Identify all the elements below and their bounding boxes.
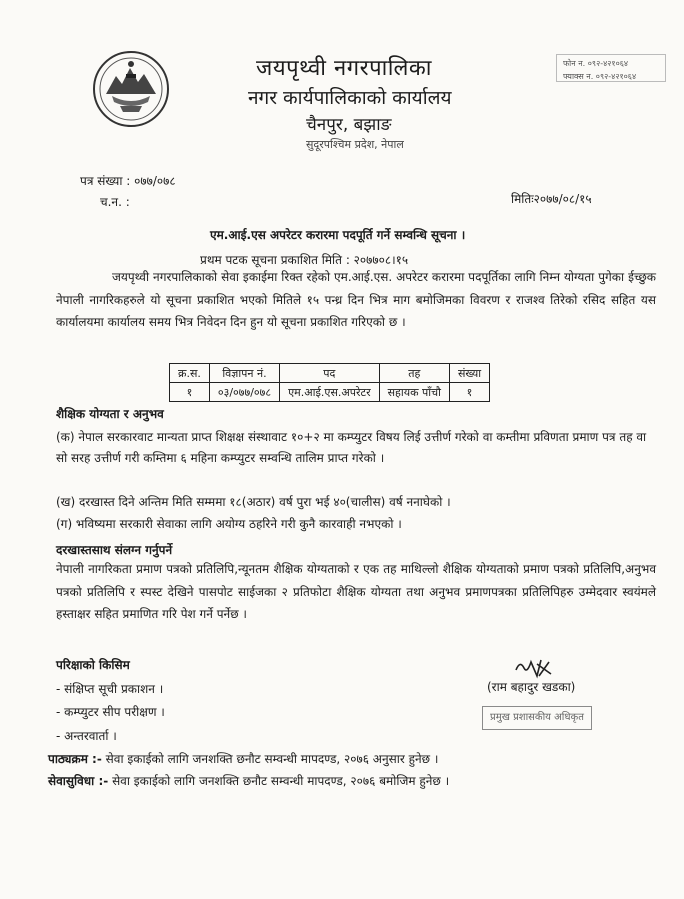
intro-paragraph: जयपृथ्वी नगरपालिकाको सेवा इकाईमा रिक्त रहेको एम.आई.एस. अपरेटर करारमा पदपूर्तिका लागि निम्न योग्यता पुगेका ईच्छुक नेपाली नागरिकहरुले यो सूचना प्रकाशित भएको मितिले १५ पन्ध्र दिन भित्र माग बमोजिमका विवरण र राजश्व तिरेको रसिद सहित यस कार्यालयमा कार्यालय समय भित्र निवेदन दिन हुन यो सूचना प्रकाशित गरिएको छ । [56, 270, 656, 329]
org-name: जयपृथ्वी नगरपालिका [256, 56, 432, 81]
col-header: विज्ञापन नं. [209, 364, 279, 383]
notice-subject: एम.आई.एस अपरेटर करारमा पदपूर्ति गर्ने सम्वन्धि सूचना । [210, 228, 466, 242]
letter-date: मितिः२०७७/०८/१५ [511, 192, 592, 206]
table-header-row [170, 364, 490, 383]
qualification-item: (क) नेपाल सरकारवाट मान्यता प्राप्त शिक्षक्ष संस्थावाट १०+२ मा कम्प्युटर विषय लिई उत्तीर्ण गरेको वा कम्तीमा प्रविणता प्रमाण पत्र तह वा सो सरह उत्तीर्ण गरी कम्तिमा ६ महिना कम्प्युटर सम्वन्धि तालिम प्राप्त गरेको । [56, 430, 647, 465]
facility-text: सेवा इकाईको लागि जनशक्ति छनौट सम्वन्धी मापदण्ड, २०७६ बमोजिम हुनेछ । [112, 774, 450, 788]
exam-item: - अन्तरवार्ता । [56, 729, 117, 743]
publish-date: प्रथम पटक सूचना प्रकाशित मिति : २०७७०८।१५ [200, 253, 409, 267]
table-cell: सहायक पाँचौ [379, 383, 449, 402]
signatory-name: (राम बहादुर खडका) [487, 680, 576, 694]
course-text: सेवा इकाईको लागि जनशक्ति छनौट सम्वन्धी मापदण्ड, २०७६ अनुसार हुनेछ । [105, 752, 439, 766]
course-label: पाठ्यक्रम :- [48, 752, 102, 766]
fax-number: फ्याक्स न. ०९२-४२१०६४ [563, 72, 637, 81]
vacancy-table [169, 363, 490, 402]
nepal-emblem-logo [92, 50, 170, 128]
exam-heading: परिक्षाको किसिम [56, 658, 130, 672]
table-cell: ०३/०७७/०७८ [209, 383, 279, 402]
contact-box [556, 54, 666, 82]
table-row [170, 383, 490, 402]
reference-number: पत्र संख्या : ०७७/०७८ [80, 174, 176, 188]
documents-heading: दरखास्तसाथ संलग्न गर्नुपर्ने [56, 543, 173, 557]
handwritten-signature [488, 650, 588, 680]
facility-label: सेवासुविधा :- [48, 774, 109, 788]
col-header: संख्या [449, 364, 489, 383]
col-header: क्र.स. [170, 364, 210, 383]
qualification-heading: शैक्षिक योग्यता र अनुभव [56, 407, 164, 421]
exam-item: - संक्षिप्त सूची प्रकाशन । [56, 682, 164, 696]
facility-line [48, 772, 449, 789]
official-stamp: प्रमुख प्रशासकीय अधिकृत [482, 706, 592, 730]
exam-item: - कम्प्युटर सीप परीक्षण । [56, 705, 165, 719]
col-header: तह [379, 364, 449, 383]
province-line: सुदूरपश्चिम प्रदेश, नेपाल [306, 138, 404, 151]
table-cell: १ [449, 383, 489, 402]
documents-paragraph: नेपाली नागरिकता प्रमाण पत्रको प्रतिलिपि,न्यूनतम शैक्षिक योग्यताको र एक तह माथिल्लो शैक्षिक योग्यताको प्रमाण पत्रको प्रतिलिपि,अनुभव पत्रको प्रतिलिपि र स्पस्ट देखिने पासपोट साईजका २ प्रतिफोटा शैक्षिक योग्यता तथा अनुभव प्रमाणपत्रका प्रतिलिपिहरु उम्मेदवार स्वयंमले हस्ताक्षर सहित प्रमाणित गरि पेश गर्ने पर्नेछ । [56, 562, 656, 621]
office-address: चैनपुर, बझाङ [306, 115, 392, 135]
course-line [48, 750, 438, 767]
table-cell: एम.आई.एस.अपरेटर [280, 383, 380, 402]
office-name: नगर कार्यपालिकाको कार्यालय [248, 87, 452, 109]
qualification-item: (ख) दरखास्त दिने अन्तिम मिति सम्ममा १८(अठार) वर्ष पुरा भई ४०(चालीस) वर्ष ननाघेको । [56, 495, 451, 509]
dispatch-number: च.न. : [100, 195, 130, 209]
table-cell: १ [170, 383, 210, 402]
qualification-item: (ग) भविष्यमा सरकारी सेवाका लागि अयोग्य ठहरिने गरी कुनै कारवाही नभएको । [56, 517, 402, 531]
phone-number: फोन न. ०९२-४२१०६४ [563, 59, 629, 68]
col-header: पद [280, 364, 380, 383]
